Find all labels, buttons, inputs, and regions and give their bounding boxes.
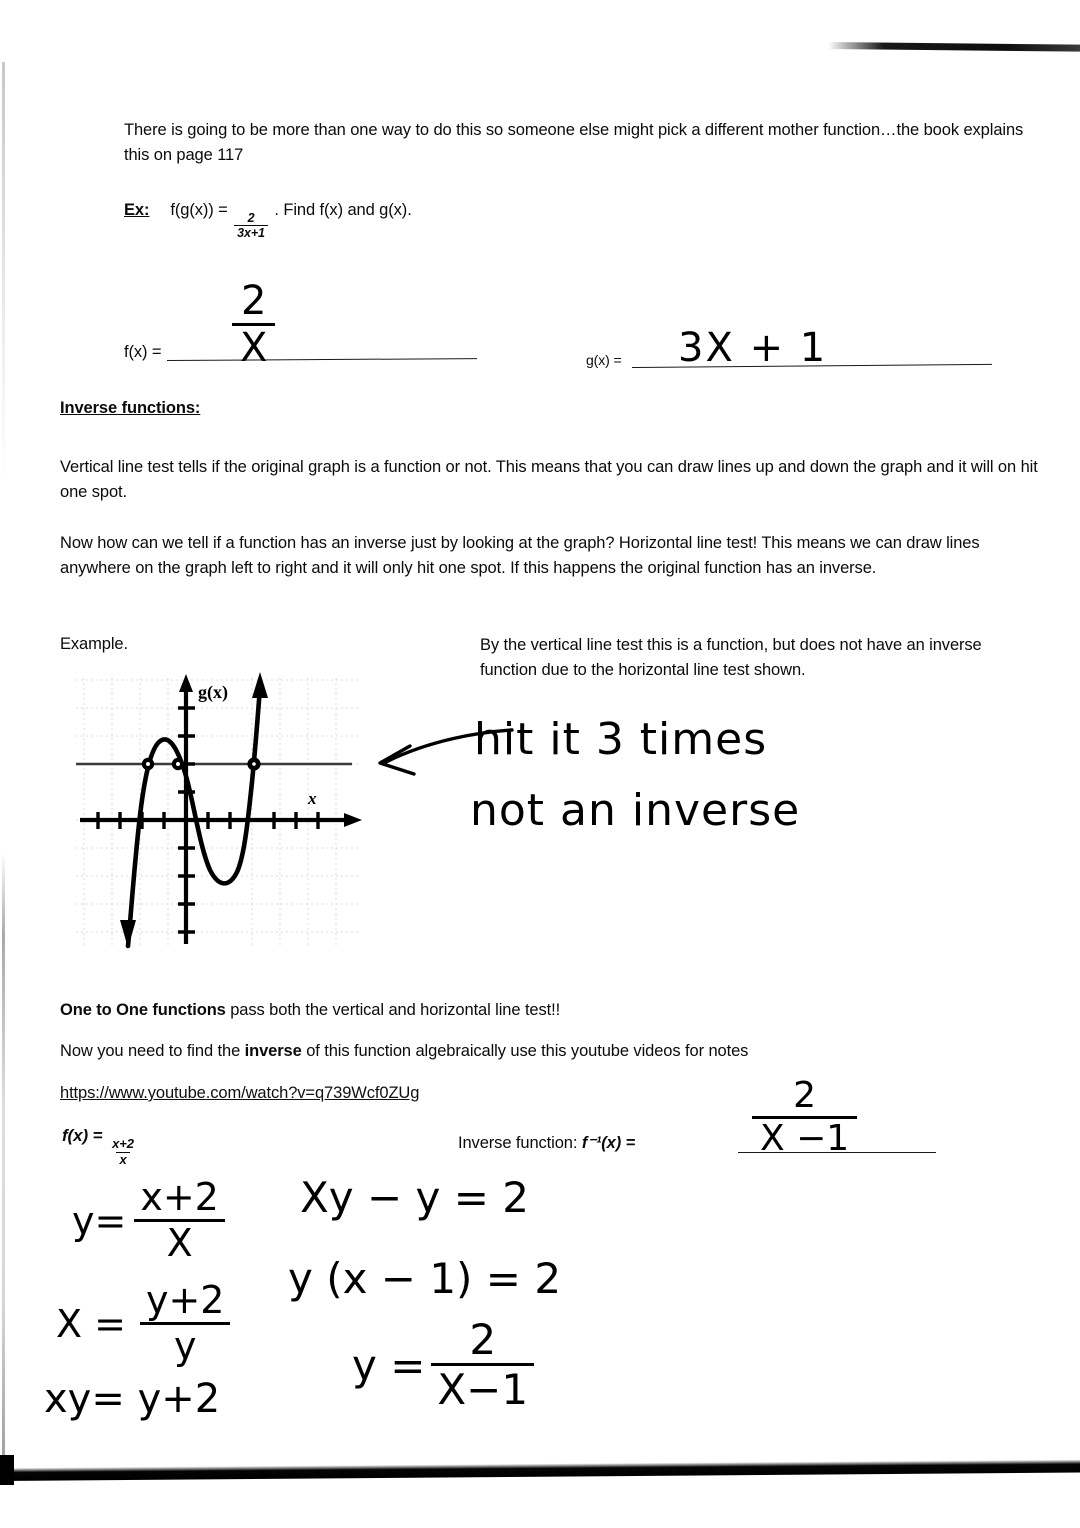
example-fraction <box>234 211 268 240</box>
handwritten-work-right-1: Xy − y = 2 <box>300 1173 529 1222</box>
handwritten-annotation-line1: hit it 3 times <box>474 714 768 765</box>
scan-edge-artifact-left <box>2 62 5 1472</box>
fx-definition-denominator: x <box>116 1152 129 1168</box>
curve-arrow-up <box>252 672 268 698</box>
handwritten-work-left-2 <box>56 1278 230 1368</box>
work-left-1-numerator: x+2 <box>140 1175 219 1219</box>
handwritten-work-left-1 <box>72 1175 225 1265</box>
example-fraction-numerator: 2 <box>247 210 255 225</box>
example-caption: Example. <box>60 635 128 653</box>
inverse-function-label: Inverse function: <box>458 1134 578 1152</box>
handwritten-annotation-line2: not an inverse <box>470 785 801 836</box>
example-expression-lead: f(g(x)) = <box>170 201 228 219</box>
one-to-one-rest-text: pass both the vertical and horizontal line test!! <box>225 1001 561 1019</box>
handwritten-inverse-answer <box>752 1075 857 1159</box>
inverse-instruction-bold: inverse <box>244 1042 302 1060</box>
handwritten-gx-answer: 3X + 1 <box>678 325 828 371</box>
inverse-function-notation: f⁻¹(x) = <box>581 1134 636 1152</box>
y-axis-label: g(x) <box>198 682 228 702</box>
fx-definition-fraction <box>109 1137 137 1167</box>
fx-definition-numerator: x+2 <box>112 1136 134 1152</box>
handwritten-work-right-3 <box>352 1315 534 1415</box>
youtube-link[interactable]: https://www.youtube.com/watch?v=q739Wcf0ZUg <box>60 1084 420 1102</box>
example-fraction-denominator: 3x+1 <box>234 225 268 240</box>
work-left-2-numerator: y+2 <box>145 1278 225 1322</box>
handwritten-fx-denominator: X <box>240 324 268 371</box>
graph-note-paragraph: By the vertical line test this is a function, but does not have an inverse function due to the horizontal line test shown. <box>480 636 982 679</box>
work-left-1-lhs: y= <box>72 1198 127 1243</box>
work-right-3-denominator: X−1 <box>437 1365 529 1415</box>
work-right-3-numerator: 2 <box>469 1315 497 1364</box>
gx-answer-label: g(x) = <box>586 352 622 368</box>
scan-edge-artifact-top <box>828 42 1080 52</box>
inverse-instruction-line <box>60 1039 1020 1064</box>
intro-paragraph: There is going to be more than one way to do this so someone else might pick a different mother function…the book explains this on page 117 <box>124 121 1024 164</box>
handwritten-work-right-2: y (x − 1) = 2 <box>288 1254 562 1303</box>
one-to-one-bold-label: One to One functions <box>60 1001 226 1019</box>
fx-definition <box>62 1123 139 1167</box>
fx-answer-label: f(x) = <box>124 343 162 361</box>
gx-curve <box>128 688 260 946</box>
x-axis <box>80 812 362 829</box>
handwritten-fx-answer <box>232 278 275 371</box>
scan-edge-artifact-bottom <box>0 1459 1080 1481</box>
one-to-one-line <box>60 998 1020 1023</box>
fx-definition-label: f(x) = <box>62 1126 103 1145</box>
function-graph-figure <box>62 672 362 952</box>
inverse-functions-heading: Inverse functions: <box>60 399 201 417</box>
example-line <box>124 198 412 240</box>
handwritten-inverse-denominator: X −1 <box>760 1117 850 1159</box>
work-left-2-lhs: X = <box>56 1301 126 1346</box>
handwritten-work-left-3: xy= y+2 <box>44 1376 221 1422</box>
example-expression-tail: . Find f(x) and g(x). <box>274 201 412 219</box>
handwritten-fx-numerator: 2 <box>240 278 267 324</box>
horizontal-line-test-paragraph: Now how can we tell if a function has an inverse just by looking at the graph? Horizontal line test! This means we can draw lines anywhere on the graph left to right and it will only hit one spot. If this happens the original function has an inverse. <box>60 534 980 577</box>
handwritten-inverse-numerator: 2 <box>793 1075 817 1116</box>
vertical-line-test-paragraph: Vertical line test tells if the original graph is a function or not. This means that you can draw lines up and down the graph and it will on hit one spot. <box>60 458 1038 501</box>
inverse-instruction-pre: Now you need to find the <box>60 1042 245 1060</box>
x-axis-label: x <box>308 789 317 808</box>
inverse-function-line <box>458 1131 635 1156</box>
example-label: Ex: <box>124 201 150 219</box>
scan-edge-artifact-bottom-corner <box>0 1455 14 1485</box>
curve-arrow-down <box>120 920 136 948</box>
work-left-1-denominator: X <box>166 1220 193 1265</box>
work-right-3-lhs: y = <box>352 1340 426 1390</box>
work-left-2-denominator: y <box>173 1323 197 1368</box>
fx-answer-blank[interactable] <box>167 358 477 361</box>
inverse-instruction-post: of this function algebraically use this youtube videos for notes <box>301 1042 749 1060</box>
